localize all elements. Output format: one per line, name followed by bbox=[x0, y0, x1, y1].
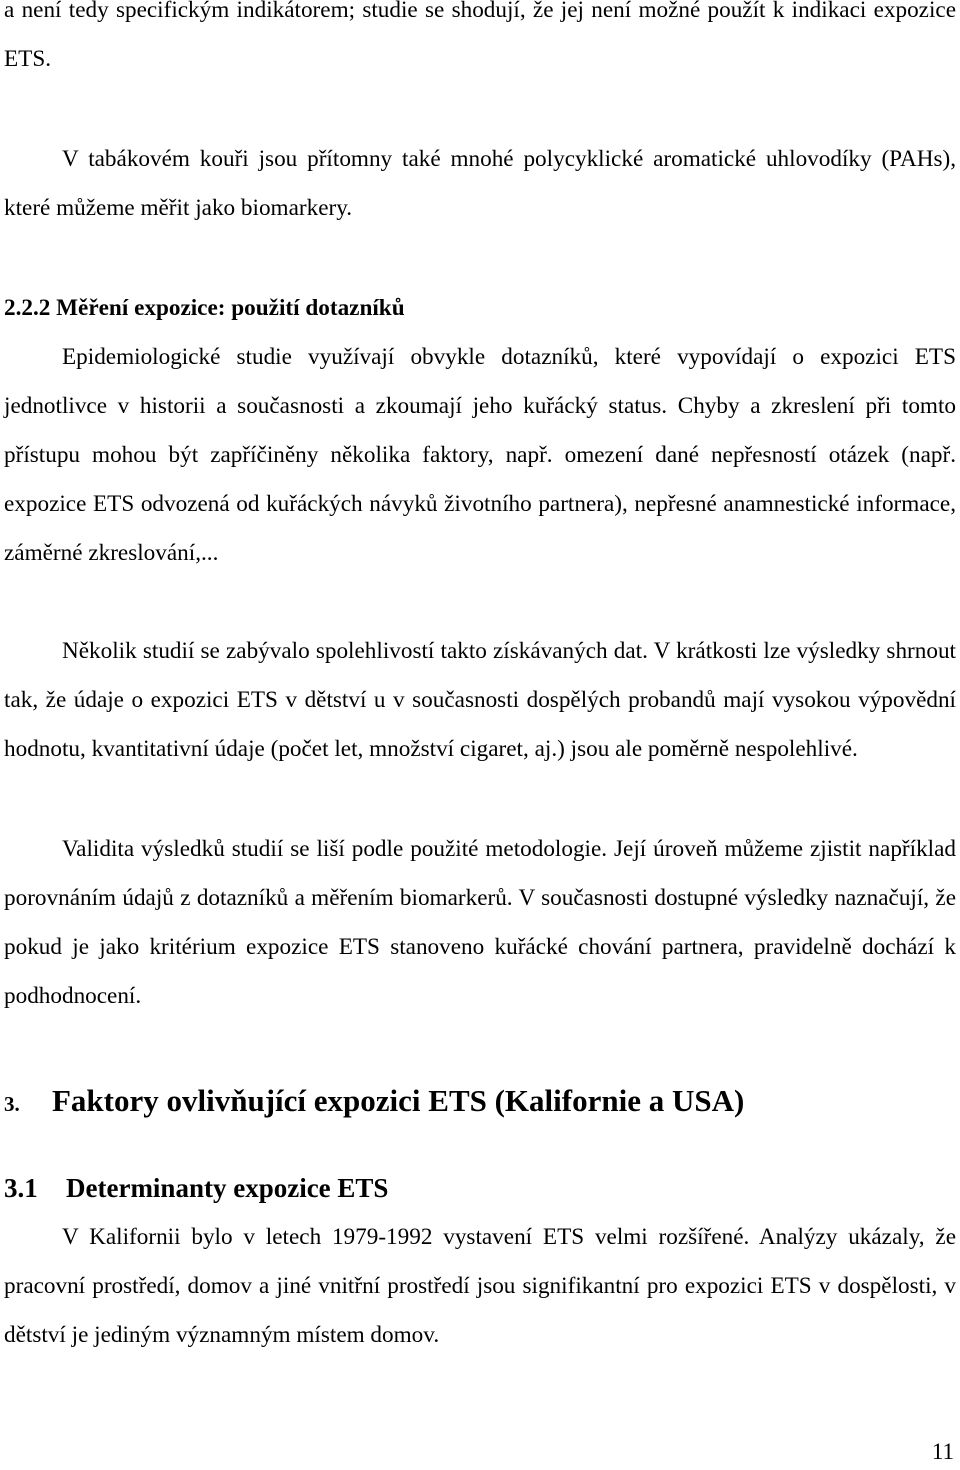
chapter-title: Faktory ovlivňující expozici ETS (Kalifornie a USA) bbox=[52, 1083, 745, 1118]
paragraph-ets-indicator: a není tedy specifickým indikátorem; studie se shodují, že jej není možné použít k indikaci expozice ETS. bbox=[4, 0, 956, 72]
paragraph-california: V Kalifornii bylo v letech 1979-1992 vystavení ETS velmi rozšířené. Analýzy ukázaly, že pracovní prostředí, domov a jiné vnitřní prostředí jsou signifikantní pro expozici ETS v dospělosti, v dětství je jediným významným místem domov. bbox=[4, 1224, 956, 1348]
subsection-heading: 2.2.2 Měření expozice: použití dotazníků bbox=[4, 295, 405, 321]
section-heading bbox=[4, 1163, 388, 1213]
page-number: 11 bbox=[931, 1439, 954, 1464]
chapter-number: 3. bbox=[4, 1092, 20, 1116]
paragraph-questionnaires: Epidemiologické studie využívají obvykle dotazníků, které vypovídají o expozici ETS jednotlivce v historii a současnosti a zkoumají jeho kuřácký status. Chyby a zkreslení při tomto přístupu mohou být zapříčiněny několika faktory, např. omezení dané nepřesností otázek (např. expozice ETS odvozená od kuřáckých návyků životního partnera), nepřesné anamnestické informace, záměrné zkreslování,... bbox=[4, 344, 956, 566]
section-title: Determinanty expozice ETS bbox=[66, 1173, 389, 1203]
paragraph-reliability: Několik studií se zabývalo spolehlivostí takto získávaných dat. V krátkosti lze výsledky shrnout tak, že údaje o expozici ETS v dětství u v současnosti dospělých probandů mají vysokou výpovědní hodnotu, kvantitativní údaje (počet let, množství cigaret, aj.) jsou ale poměrně nespolehlivé. bbox=[4, 638, 956, 762]
paragraph-pah-biomarkers: V tabákovém kouři jsou přítomny také mnohé polycyklické aromatické uhlovodíky (PAHs), které můžeme měřit jako biomarkery. bbox=[4, 146, 956, 221]
paragraph-validity: Validita výsledků studií se liší podle použité metodologie. Její úroveň můžeme zjistit například porovnáním údajů z dotazníků a měřením biomarkerů. V současnosti dostupné výsledky naznačují, že pokud je jako kritérium expozice ETS stanoveno kuřácké chování partnera, pravidelně dochází k podhodnocení. bbox=[4, 836, 956, 1009]
section-number: 3.1 bbox=[4, 1173, 38, 1203]
chapter-heading bbox=[4, 1074, 744, 1130]
